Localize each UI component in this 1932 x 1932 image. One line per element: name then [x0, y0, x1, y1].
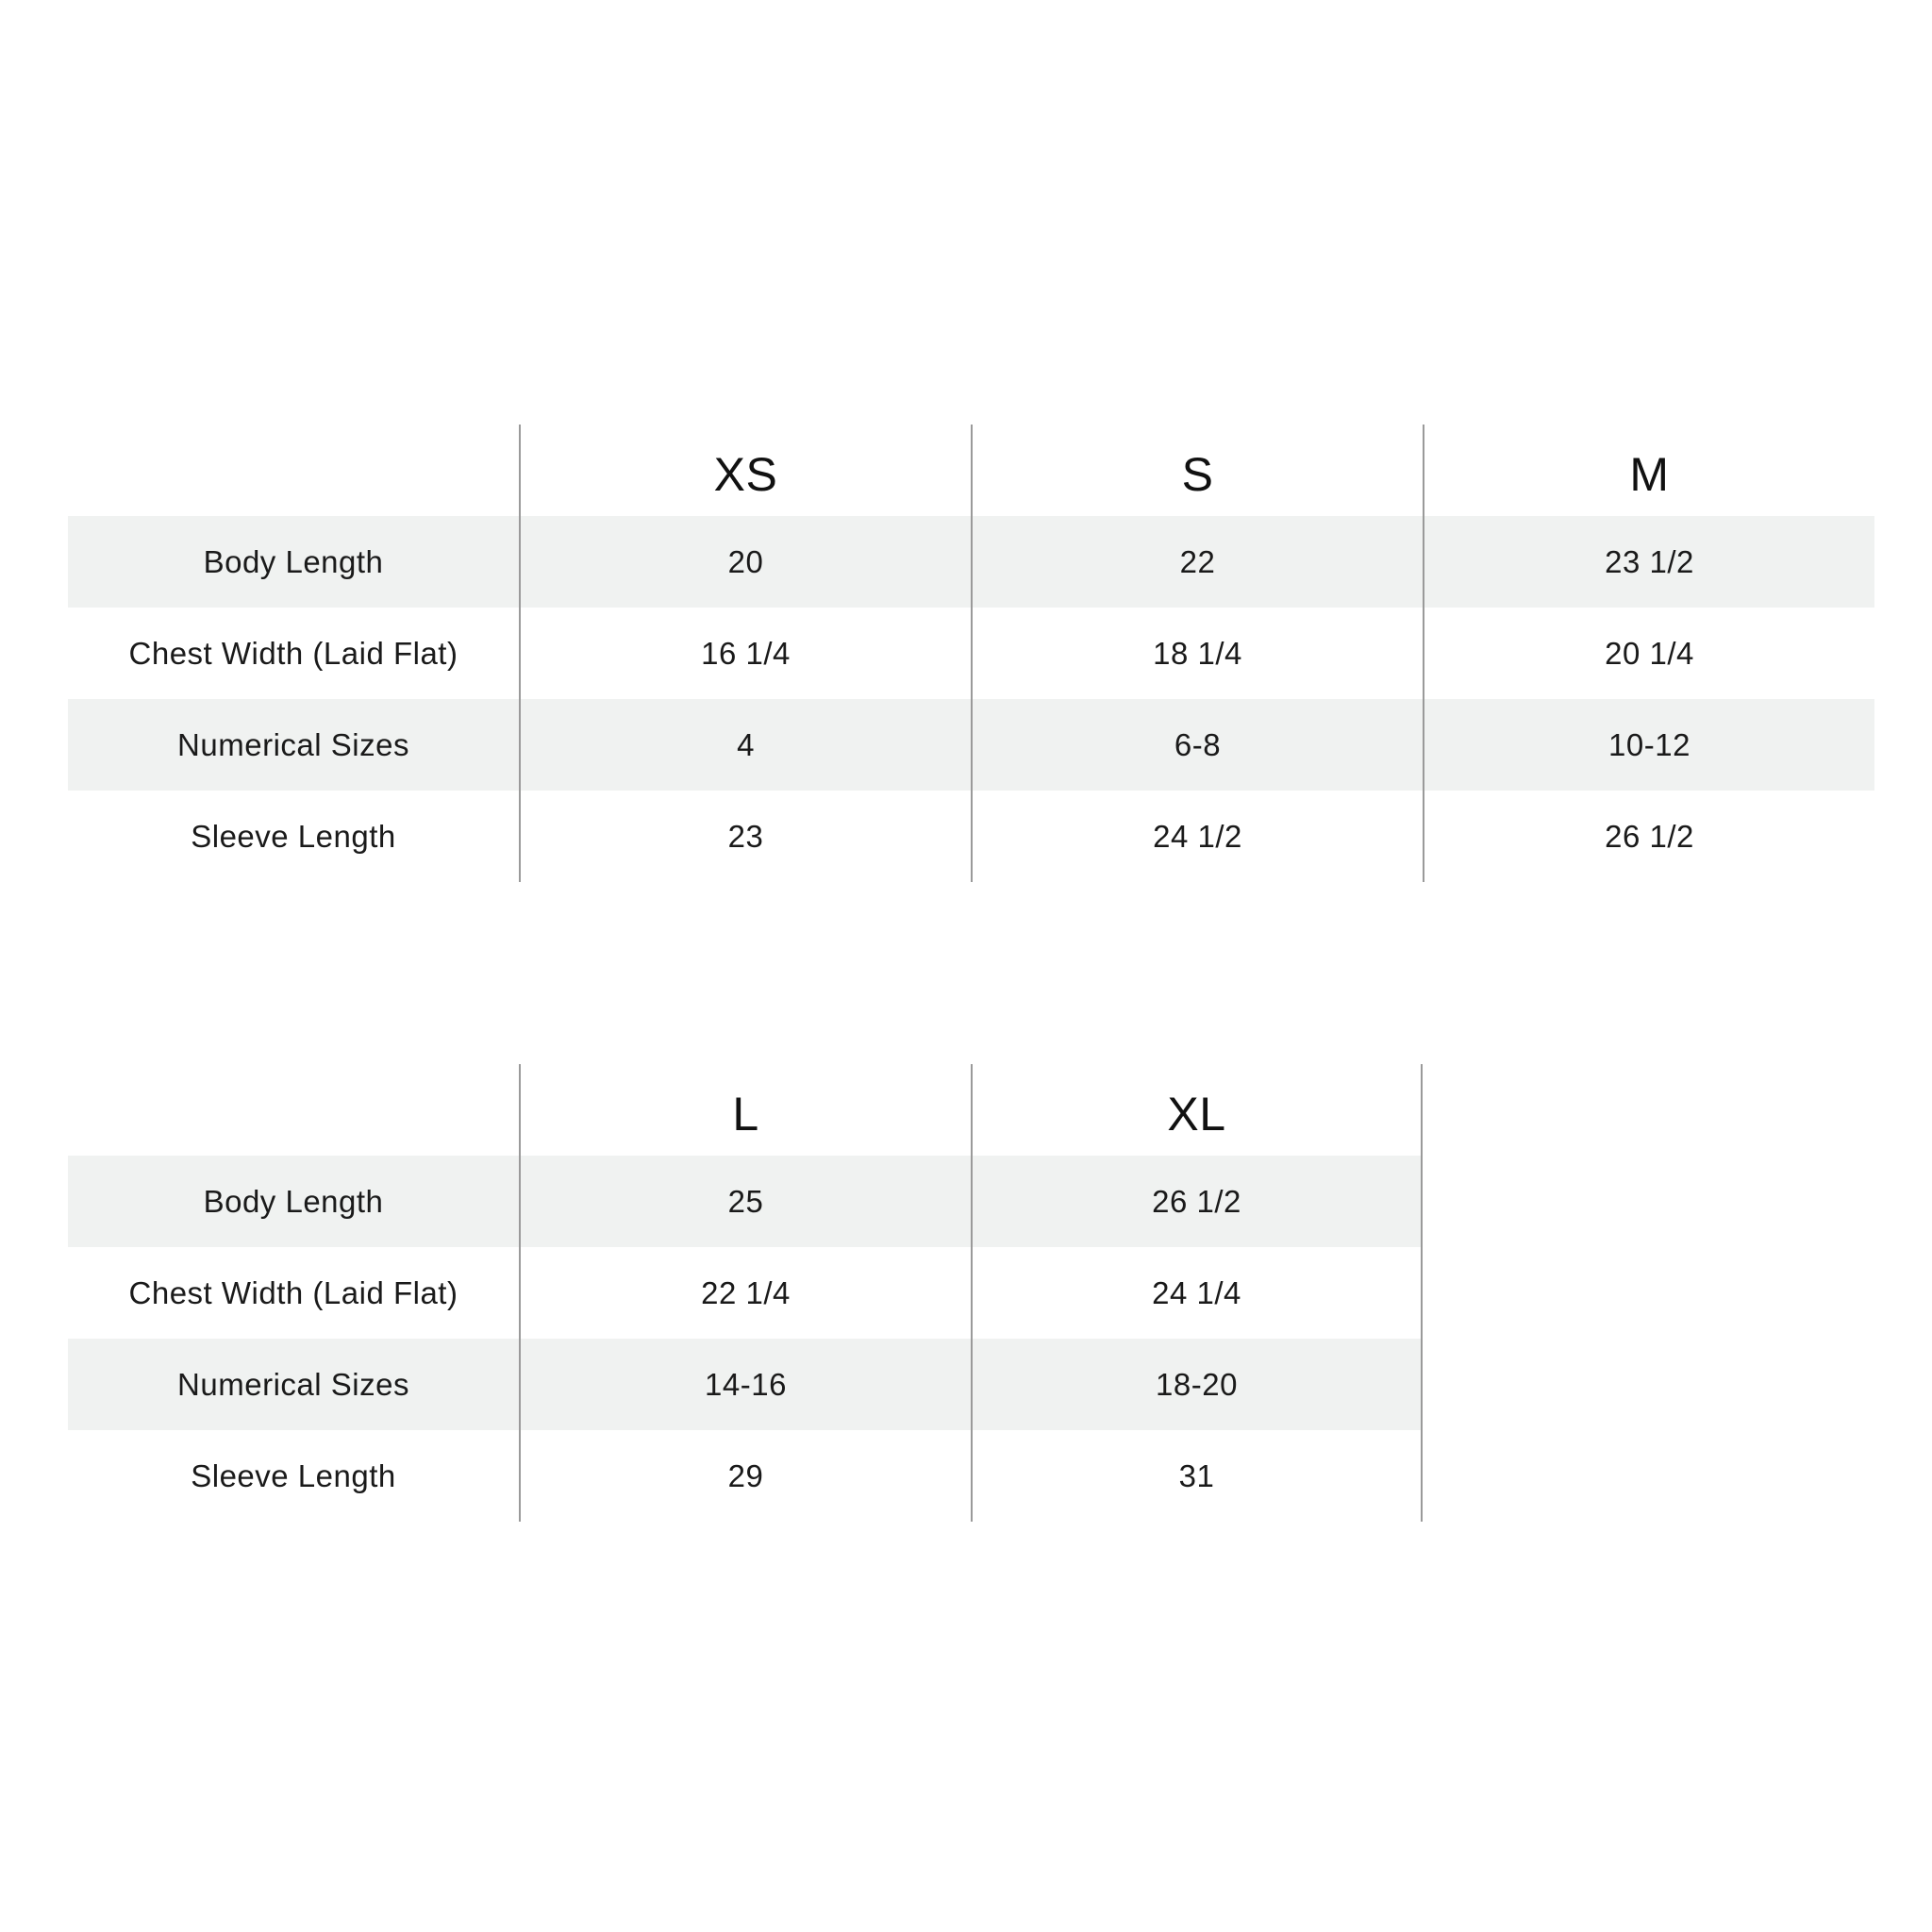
header-corner [68, 1064, 519, 1156]
cell-chest-width-xs: 16 1/4 [519, 608, 971, 699]
row-label-sleeve-length: Sleeve Length [191, 1457, 396, 1493]
size-table-xs-m [68, 425, 1874, 882]
cell-chest-width-l: 22 1/4 [519, 1247, 971, 1339]
cell-numerical-sizes-m: 10-12 [1423, 699, 1874, 791]
row-label-numerical-sizes: Numerical Sizes [68, 699, 519, 791]
size-header-l: L [519, 1064, 971, 1156]
cell-sleeve-length-l: 29 [519, 1430, 971, 1522]
cell-body-length-l: 25 [519, 1156, 971, 1247]
cell-sleeve-length-s: 24 1/2 [971, 791, 1423, 882]
cell-sleeve-length-xs: 23 [519, 791, 971, 882]
row-label-numerical-sizes: Numerical Sizes [68, 1339, 519, 1430]
header-corner [68, 425, 519, 516]
size-header-s: S [971, 425, 1423, 516]
cell-body-length-m: 23 1/2 [1423, 516, 1874, 608]
cell-sleeve-length-xl: 31 [971, 1430, 1423, 1522]
size-header-xs: XS [519, 425, 971, 516]
cell-numerical-sizes-l: 14-16 [519, 1339, 971, 1430]
row-label-chest-width: Chest Width (Laid Flat) [128, 635, 458, 671]
row-label-body-length: Body Length [68, 1156, 519, 1247]
row-label-sleeve-length: Sleeve Length [191, 818, 396, 854]
row-label-chest-width: Chest Width (Laid Flat) [128, 1274, 458, 1310]
cell-sleeve-length-m: 26 1/2 [1423, 791, 1874, 882]
size-header-xl: XL [971, 1064, 1423, 1156]
cell-chest-width-xl: 24 1/4 [971, 1247, 1423, 1339]
size-table-l-xl [68, 1064, 1423, 1522]
size-header-m: M [1423, 425, 1874, 516]
row-label-body-length: Body Length [68, 516, 519, 608]
cell-numerical-sizes-xl: 18-20 [971, 1339, 1423, 1430]
cell-chest-width-m: 20 1/4 [1423, 608, 1874, 699]
cell-numerical-sizes-xs: 4 [519, 699, 971, 791]
cell-chest-width-s: 18 1/4 [971, 608, 1423, 699]
cell-body-length-xl: 26 1/2 [971, 1156, 1423, 1247]
cell-numerical-sizes-s: 6-8 [971, 699, 1423, 791]
cell-body-length-s: 22 [971, 516, 1423, 608]
cell-body-length-xs: 20 [519, 516, 971, 608]
